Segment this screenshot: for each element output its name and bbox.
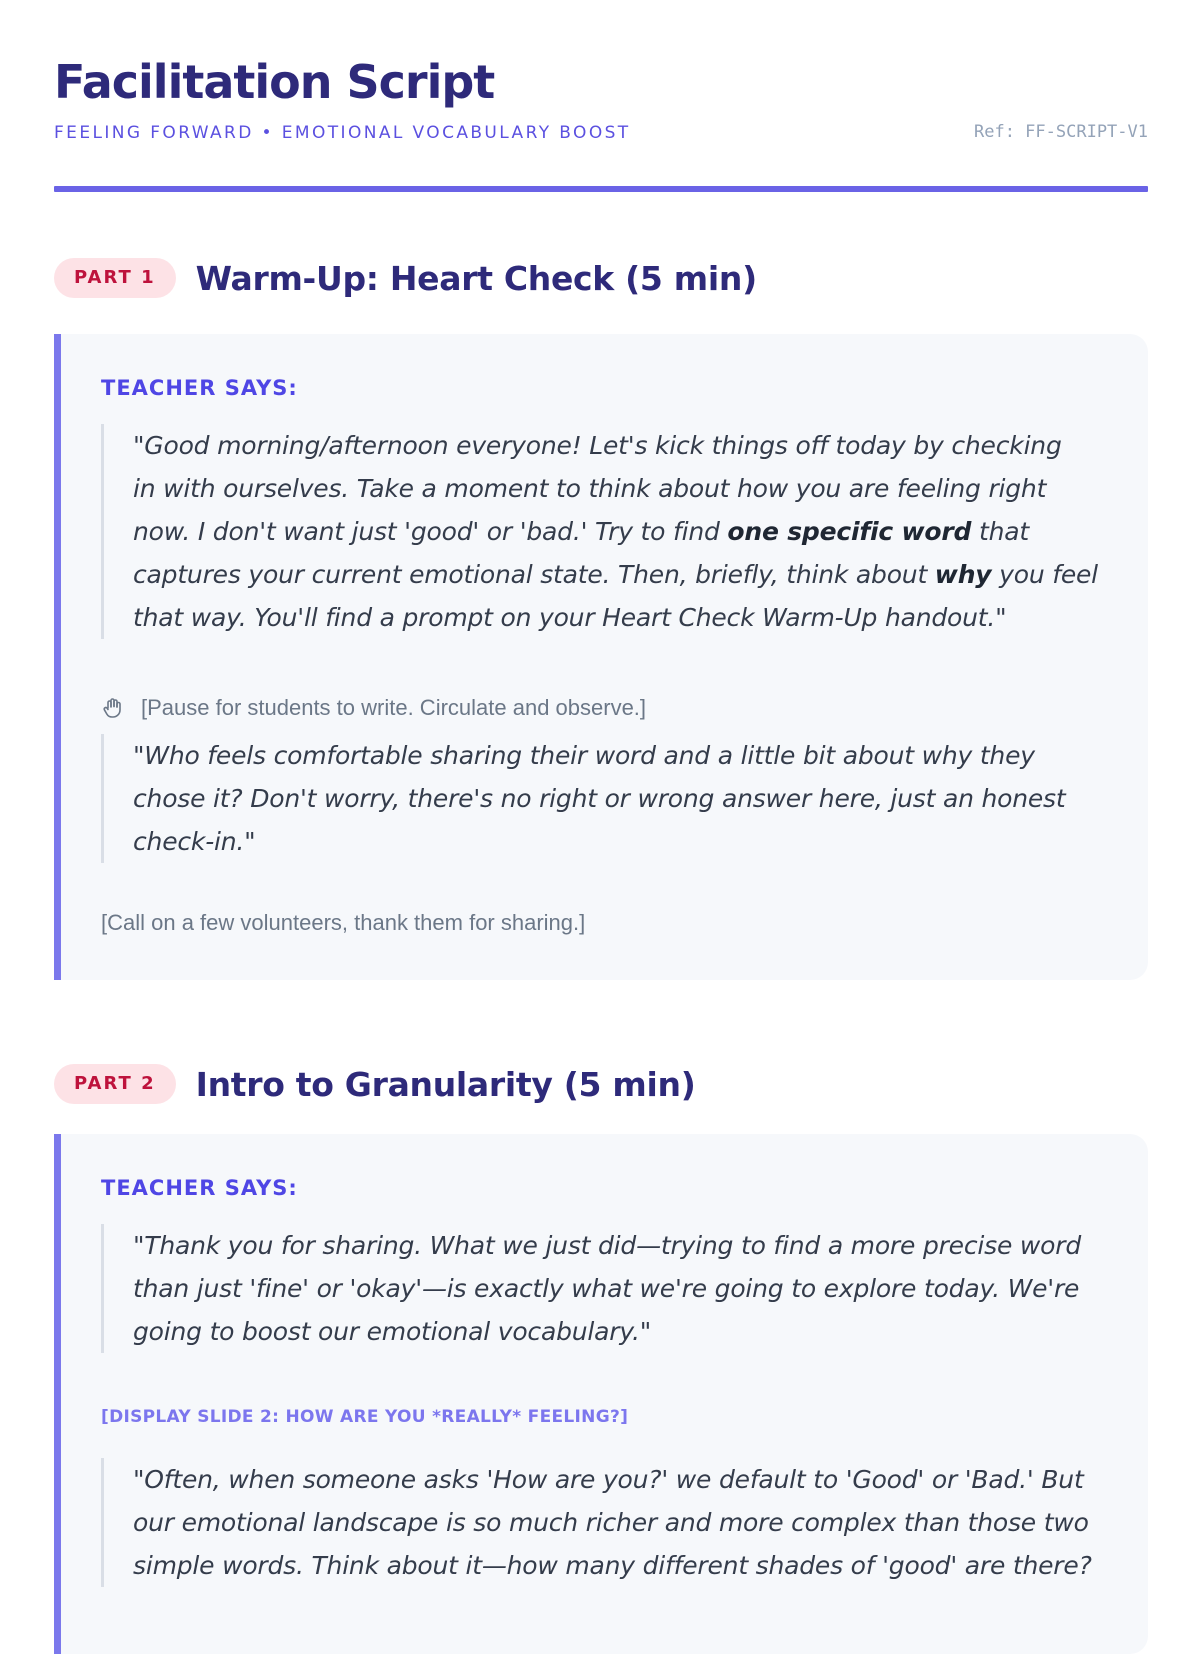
quote-text: captures your current emotional state. Then, briefly, think about xyxy=(133,560,935,589)
quote-line: check-in." xyxy=(133,827,256,856)
quote-text: you feel xyxy=(991,560,1098,589)
section-1-header xyxy=(54,258,757,298)
section-1-title: Warm-Up: Heart Check (5 min) xyxy=(195,258,757,298)
slide-cue: [DISPLAY SLIDE 2: HOW ARE YOU *REALLY* FEELING?] xyxy=(101,1407,629,1427)
section-2-header xyxy=(54,1064,695,1104)
reference-code: Ref: FF-SCRIPT-V1 xyxy=(974,122,1148,142)
quote-line: "Good morning/afternoon everyone! Let's kick things off today by checking xyxy=(133,431,1062,460)
page-title: Facilitation Script xyxy=(54,55,495,109)
stage-direction-text: [Pause for students to write. Circulate and observe.] xyxy=(141,695,647,720)
teacher-quote xyxy=(101,1224,1101,1353)
teacher-quote xyxy=(101,424,1101,639)
stage-direction xyxy=(101,910,585,936)
quote-line: "Who feels comfortable sharing their word and a little bit about why they xyxy=(133,741,1035,770)
quote-line: that way. You'll find a prompt on your Heart Check Warm-Up handout." xyxy=(133,603,1007,632)
quote-line xyxy=(133,553,1101,596)
section-2-card xyxy=(54,1134,1148,1654)
stage-direction-text: [Call on a few volunteers, thank them for sharing.] xyxy=(101,910,586,935)
quote-line: our emotional landscape is so much richer and more complex than those two xyxy=(133,1508,1089,1537)
quote-line: simple words. Think about it—how many different shades of 'good' are there? xyxy=(133,1551,1092,1580)
quote-line: going to boost our emotional vocabulary." xyxy=(133,1317,652,1346)
section-1-card xyxy=(54,334,1148,980)
quote-emphasis: one specific word xyxy=(727,517,972,546)
teacher-says-label: TEACHER SAYS: xyxy=(101,1176,298,1200)
stage-direction xyxy=(101,695,646,721)
quote-line xyxy=(133,510,1101,553)
quote-line: in with ourselves. Take a moment to think about how you are feeling right xyxy=(133,474,1047,503)
header-divider xyxy=(54,186,1148,192)
section-2-title: Intro to Granularity (5 min) xyxy=(195,1064,696,1104)
page-subtitle: FEELING FORWARD • EMOTIONAL VOCABULARY BOOST xyxy=(54,123,631,143)
quote-line: chose it? Don't worry, there's no right or wrong answer here, just an honest xyxy=(133,784,1066,813)
part-2-badge: PART 2 xyxy=(54,1064,176,1104)
hand-pause-icon xyxy=(101,695,127,721)
quote-line: than just 'fine' or 'okay'—is exactly what we're going to explore today. We're xyxy=(133,1274,1080,1303)
quote-line: "Often, when someone asks 'How are you?' we default to 'Good' or 'Bad.' But xyxy=(133,1465,1084,1494)
quote-text: now. I don't want just 'good' or 'bad.' Try to find xyxy=(133,517,728,546)
teacher-quote xyxy=(101,1458,1101,1587)
teacher-quote xyxy=(101,734,1101,863)
teacher-says-label: TEACHER SAYS: xyxy=(101,376,298,400)
quote-text: that xyxy=(971,517,1029,546)
part-1-badge: PART 1 xyxy=(54,258,176,298)
quote-emphasis: why xyxy=(934,560,992,589)
quote-line: "Thank you for sharing. What we just did—trying to find a more precise word xyxy=(133,1231,1082,1260)
